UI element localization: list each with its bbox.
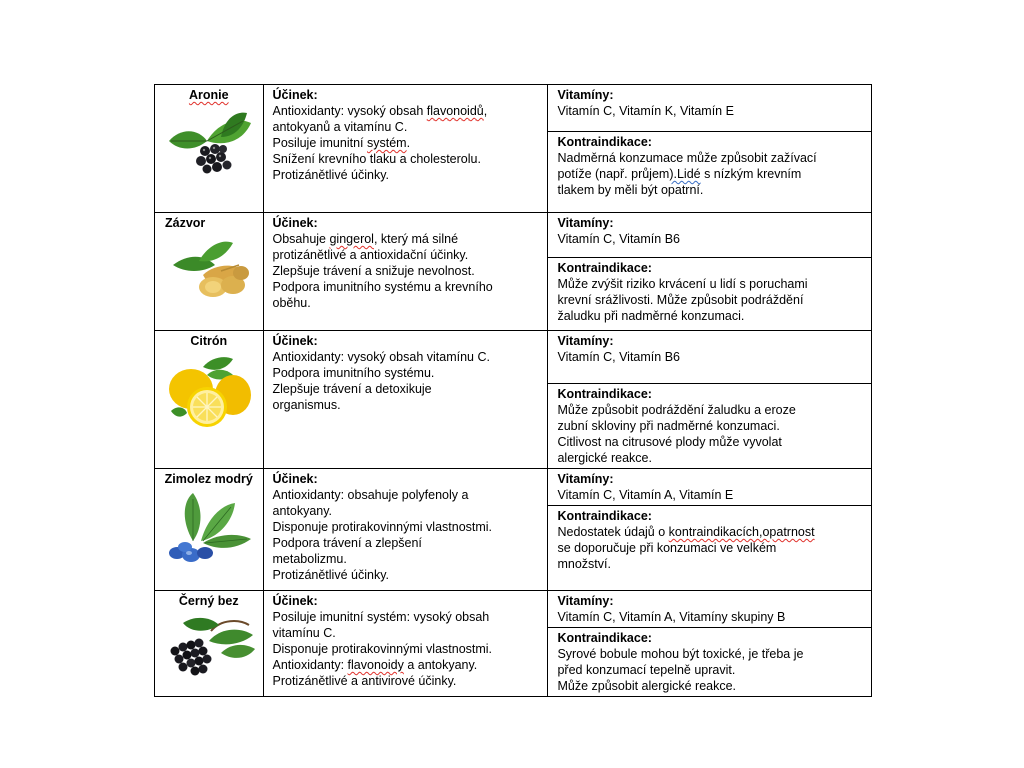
contra-line: Může způsobit podráždění žaludku a eroze xyxy=(557,403,796,417)
effect-line: Antioxidanty: vysoký obsah vitamínu C. xyxy=(272,350,490,364)
effect-line: Protizánětlivé účinky. xyxy=(272,168,389,182)
vitamins-heading: Vitamíny: xyxy=(557,216,614,230)
contraindication-cell xyxy=(548,628,872,697)
blue-honeysuckle-icon xyxy=(163,491,255,565)
effect-line: Antioxidanty: obsahuje polyfenoly a xyxy=(272,488,469,502)
aronia-berries-icon xyxy=(163,107,255,179)
contraindication-cell xyxy=(548,384,872,469)
effect-line: Protizánětlivé účinky. xyxy=(272,568,389,582)
vitamins-heading: Vitamíny: xyxy=(557,88,614,102)
contra-line: tlakem by měli být opatrní. xyxy=(557,183,704,197)
contra-heading: Kontraindikace: xyxy=(557,509,652,523)
vitamins-cell xyxy=(548,591,872,628)
vitamins-value: Vitamín C, Vitamín K, Vitamín E xyxy=(557,104,734,118)
plant-name: Zázvor xyxy=(165,216,206,230)
contra-line: Nadměrná konzumace může způsobit zažívací xyxy=(557,151,817,165)
effect-cell xyxy=(263,469,548,591)
effect-line: Antioxidanty: flavonoidy a antokyany. xyxy=(272,658,478,672)
effect-line: Protizánětlivé a antivirové účinky. xyxy=(272,674,457,688)
effect-heading: Účinek: xyxy=(272,594,318,608)
plant-name: Citrón xyxy=(190,334,228,348)
table-row xyxy=(155,591,872,628)
effect-line: Obsahuje gingerol, který má silné xyxy=(272,232,459,246)
contra-line: Citlivost na citrusové plody může vyvolat xyxy=(557,435,782,449)
effect-line: Antioxidanty: vysoký obsah flavonoidů, xyxy=(272,104,488,118)
vitamins-heading: Vitamíny: xyxy=(557,334,614,348)
table-row xyxy=(155,469,872,506)
vitamins-cell xyxy=(548,469,872,506)
contra-line: žaludku při nadměrné konzumaci. xyxy=(557,309,745,323)
effect-heading: Účinek: xyxy=(272,334,318,348)
effect-line: Zlepšuje trávení a snižuje nevolnost. xyxy=(272,264,475,278)
lemon-icon xyxy=(163,353,255,429)
effect-line: antokyany. xyxy=(272,504,333,518)
contra-heading: Kontraindikace: xyxy=(557,135,652,149)
vitamins-heading: Vitamíny: xyxy=(557,472,614,486)
effect-heading: Účinek: xyxy=(272,472,318,486)
contra-line: Syrové bobule mohou být toxické, je třeba je xyxy=(557,647,804,661)
effect-line: Podpora imunitního systému a krevního xyxy=(272,280,493,294)
contra-heading: Kontraindikace: xyxy=(557,387,652,401)
vitamins-value: Vitamín C, Vitamín A, Vitamín E xyxy=(557,488,734,502)
plant-name-cell xyxy=(155,213,264,331)
vitamins-heading: Vitamíny: xyxy=(557,594,614,608)
contra-line: množství. xyxy=(557,557,611,571)
effect-line: antokyanů a vitamínu C. xyxy=(272,120,408,134)
contra-line: alergické reakce. xyxy=(557,451,652,465)
contra-line: krevní srážlivosti. Může způsobit podráždění xyxy=(557,293,804,307)
contra-line: se doporučuje při konzumaci ve velkém xyxy=(557,541,777,555)
contraindication-cell xyxy=(548,506,872,591)
table-row xyxy=(155,85,872,132)
effect-line: Snížení krevního tlaku a cholesterolu. xyxy=(272,152,481,166)
vitamins-cell xyxy=(548,213,872,258)
contraindication-cell xyxy=(548,132,872,213)
vitamins-cell xyxy=(548,331,872,384)
contra-line: Může zvýšit riziko krvácení u lidí s poruchami xyxy=(557,277,808,291)
effect-line: oběhu. xyxy=(272,296,311,310)
vitamins-value: Vitamín C, Vitamín B6 xyxy=(557,232,680,246)
effect-cell xyxy=(263,591,548,697)
elderberry-icon xyxy=(161,613,257,679)
effect-line: Podpora trávení a zlepšení xyxy=(272,536,422,550)
contra-line: před konzumací tepelně upravit. xyxy=(557,663,736,677)
contra-heading: Kontraindikace: xyxy=(557,631,652,645)
vitamins-cell xyxy=(548,85,872,132)
effect-line: Posiluje imunitní systém. xyxy=(272,136,411,150)
effect-line: Disponuje protirakovinnými vlastnostmi. xyxy=(272,642,493,656)
contra-line: potíže (např. průjem).Lidé s nízkým krevním xyxy=(557,167,802,181)
effect-cell xyxy=(263,331,548,469)
plant-name-cell xyxy=(155,331,264,469)
effect-cell xyxy=(263,213,548,331)
effect-cell xyxy=(263,85,548,213)
effect-heading: Účinek: xyxy=(272,88,318,102)
plant-name: Zimolez modrý xyxy=(164,472,253,486)
table-row xyxy=(155,331,872,384)
contra-heading: Kontraindikace: xyxy=(557,261,652,275)
herbal-properties-table xyxy=(154,84,872,697)
contra-line: Může způsobit alergické reakce. xyxy=(557,679,737,693)
effect-line: metabolizmu. xyxy=(272,552,347,566)
contraindication-cell xyxy=(548,258,872,331)
effect-line: Zlepšuje trávení a detoxikuje xyxy=(272,382,432,396)
plant-name-cell xyxy=(155,469,264,591)
plant-name: Aronie xyxy=(188,88,229,102)
plant-name-cell xyxy=(155,85,264,213)
ginger-root-icon xyxy=(169,235,255,303)
contra-line: zubní skloviny při nadměrné konzumaci. xyxy=(557,419,780,433)
vitamins-value: Vitamín C, Vitamín B6 xyxy=(557,350,680,364)
plant-name-cell xyxy=(155,591,264,697)
effect-line: Disponuje protirakovinnými vlastnostmi. xyxy=(272,520,493,534)
plant-name: Černý bez xyxy=(178,594,239,608)
effect-heading: Účinek: xyxy=(272,216,318,230)
effect-line: Podpora imunitního systému. xyxy=(272,366,435,380)
table-row xyxy=(155,213,872,258)
vitamins-value: Vitamín C, Vitamín A, Vitamíny skupiny B xyxy=(557,610,786,624)
effect-line: vitamínu C. xyxy=(272,626,336,640)
effect-line: protizánětlivé a antioxidační účinky. xyxy=(272,248,469,262)
effect-line: Posiluje imunitní systém: vysoký obsah xyxy=(272,610,490,624)
contra-line: Nedostatek údajů o kontraindikacích,opatrnost xyxy=(557,525,815,539)
effect-line: organismus. xyxy=(272,398,341,412)
